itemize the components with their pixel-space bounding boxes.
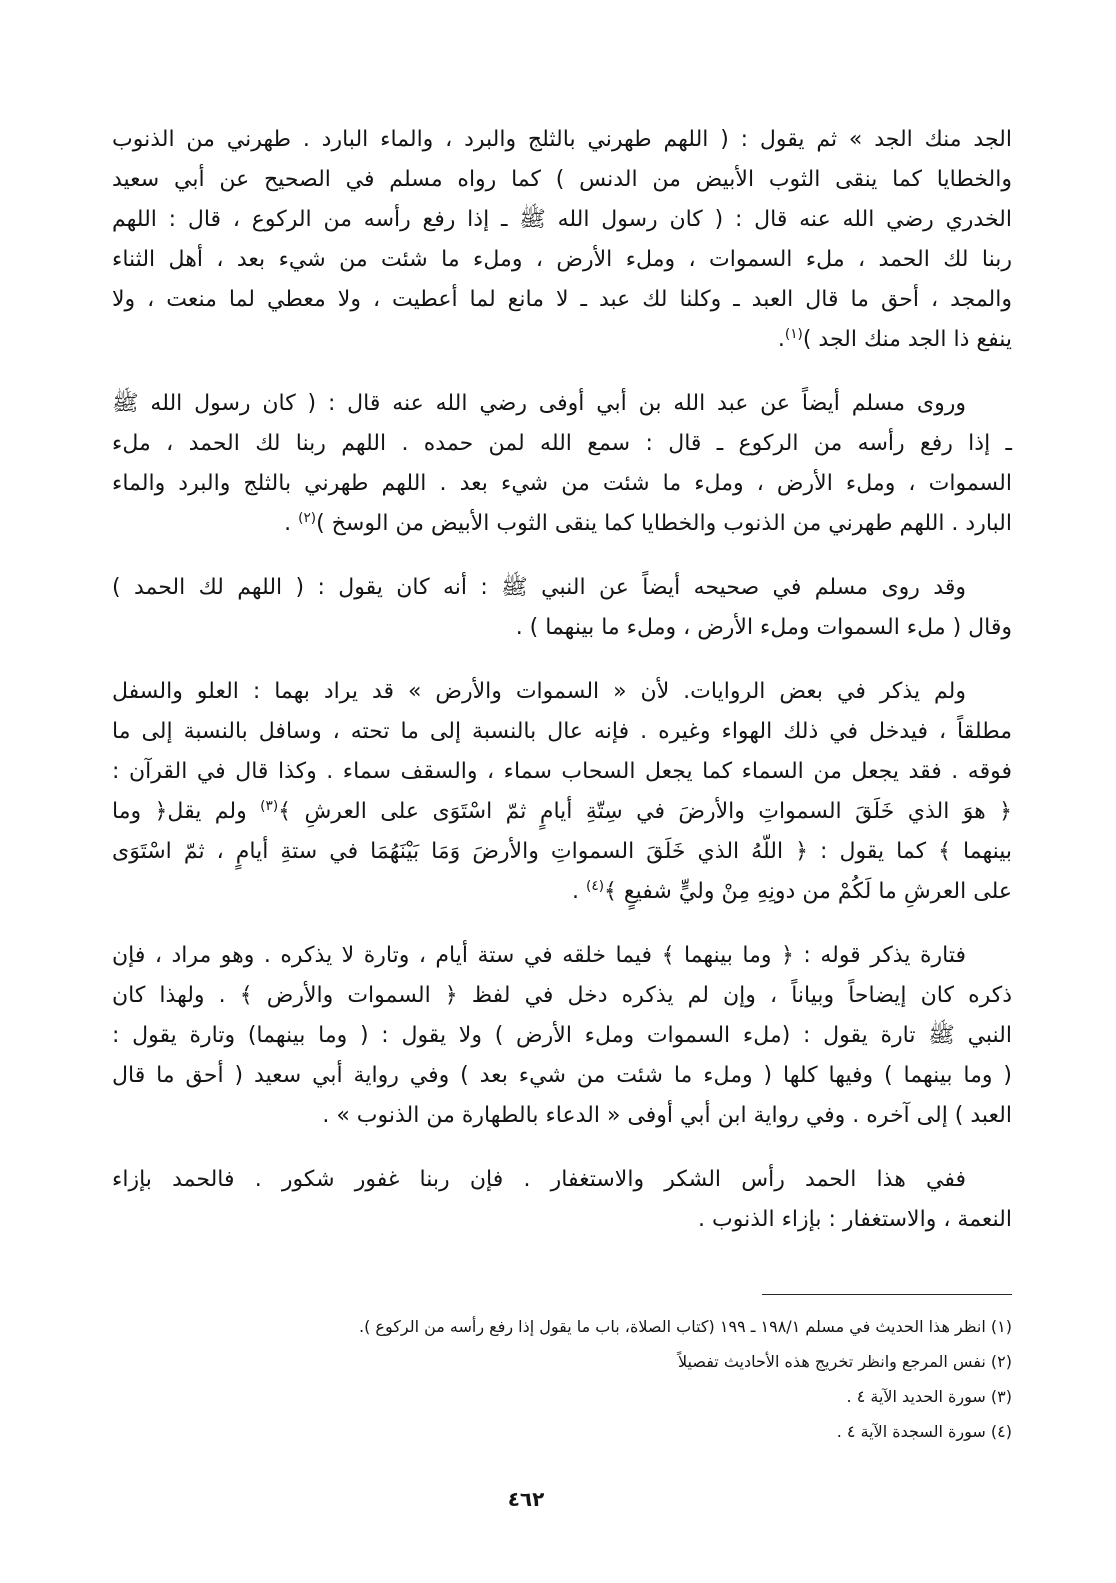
text-line bbox=[112, 120, 1012, 160]
text-segment: بينهما ﴾ كما يقول : ﴿ اللّهُ الذي خَلَقَ السمواتِ والأرضَ وَمَا بَيْنَهُمَا في ستةِ أيامٍ ، ثمّ اسْتَوَى bbox=[112, 839, 1012, 864]
text-segment: ولم يقل﴿ وما bbox=[112, 799, 261, 824]
text-line bbox=[112, 240, 1012, 280]
text-line bbox=[112, 1096, 1012, 1136]
footnote-reference: (٢) bbox=[298, 509, 317, 526]
text-segment: ولم يذكر في بعض الروايات. لأن « السموات والأرض » قد يراد بهما : العلو والسفل bbox=[112, 679, 966, 704]
text-segment: مطلقاً ، فيدخل في ذلك الهواء وغيره . فإنه عال بالنسبة إلى ما تحته ، وسافل بالنسبة إلى ما bbox=[112, 719, 1012, 744]
text-line bbox=[112, 504, 1012, 544]
paragraph bbox=[112, 936, 1012, 1136]
text-line bbox=[112, 424, 1012, 464]
footnotes bbox=[112, 1309, 1012, 1449]
text-line bbox=[112, 1160, 1012, 1200]
paragraph bbox=[112, 568, 1012, 648]
text-line bbox=[112, 1056, 1012, 1096]
main-text bbox=[112, 120, 1012, 1264]
text-segment: الجد منك الجد » ثم يقول : ( اللهم طهرني بالثلج والبرد ، والماء البارد . طهرني من الذنوب bbox=[112, 127, 1012, 152]
text-segment: . bbox=[777, 327, 785, 352]
text-line bbox=[112, 1016, 1012, 1056]
paragraph bbox=[112, 672, 1012, 912]
text-segment: النعمة ، والاستغفار : بإزاء الذنوب . bbox=[698, 1207, 1012, 1232]
text-segment: الخدري رضي الله عنه قال : ( كان رسول الله ﷺ ـ إذا رفع رأسه من الركوع ، قال : اللهم bbox=[112, 207, 1012, 232]
text-line bbox=[112, 200, 1012, 240]
footnote: (١) انظر هذا الحديث في مسلم ١٩٨/١ ـ ١٩٩ (كتاب الصلاة، باب ما يقول إذا رفع رأسه من الركوع ). bbox=[359, 1317, 1012, 1336]
footnote: (٢) نفس المرجع وانظر تخريج هذه الأحاديث تفصيلاً bbox=[677, 1352, 1012, 1371]
text-segment: ﴿ هوَ الذي خَلَقَ السمواتِ والأرضَ في سِتّةِ أيامٍ ثمّ اسْتَوَى على العرشِ ﴾ bbox=[278, 799, 1012, 824]
text-line bbox=[112, 608, 1012, 648]
text-line bbox=[112, 280, 1012, 320]
text-segment: البارد . اللهم طهرني من الذنوب والخطايا كما ينقى الثوب الأبيض من الوسخ ) bbox=[316, 511, 1012, 536]
text-line bbox=[112, 672, 1012, 712]
text-line bbox=[112, 872, 1012, 912]
text-segment: ( وما بينهما ) وفيها كلها ( وملء ما شئت من شيء بعد ) وفي رواية أبي سعيد ( أحق ما قال bbox=[112, 1063, 1012, 1088]
paragraph bbox=[112, 120, 1012, 360]
text-segment: السموات ، وملء الأرض ، وملء ما شئت من شيء بعد . اللهم طهرني بالثلج والبرد والماء bbox=[112, 471, 1012, 496]
text-line bbox=[112, 936, 1012, 976]
text-line bbox=[112, 384, 1012, 424]
text-line bbox=[112, 568, 1012, 608]
paragraph bbox=[112, 384, 1012, 544]
page-number: ٤٦٢ bbox=[507, 1487, 545, 1511]
footnote-reference: (١) bbox=[784, 325, 803, 342]
text-segment: والمجد ، أحق ما قال العبد ـ وكلنا لك عبد ـ لا مانع لما أعطيت ، ولا معطي لما منعت ، ولا bbox=[112, 287, 1012, 312]
text-line bbox=[112, 712, 1012, 752]
text-segment: . bbox=[284, 511, 299, 536]
text-line bbox=[112, 320, 1012, 360]
text-line bbox=[112, 832, 1012, 872]
text-segment: فتارة يذكر قوله : ﴿ وما بينهما ﴾ فيما خلقه في ستة أيام ، وتارة لا يذكره . وهو مراد ، فإن bbox=[112, 943, 966, 968]
footnote: (٣) سورة الحديد الآية ٤ . bbox=[846, 1387, 1012, 1406]
text-line bbox=[112, 1200, 1012, 1240]
text-segment: على العرشِ ما لَكُمْ من دونِهِ مِنْ وليٍّ شفيعٍ ﴾ bbox=[604, 879, 1012, 904]
text-line bbox=[112, 160, 1012, 200]
text-segment: وقال ( ملء السموات وملء الأرض ، وملء ما بينهما ) . bbox=[515, 615, 1012, 640]
paragraph bbox=[112, 1160, 1012, 1240]
text-segment: النبي ﷺ تارة يقول : (ملء السموات وملء الأرض ) ولا يقول : ( وما بينهما) وتارة يقول : bbox=[112, 1023, 1012, 1048]
text-segment: العبد ) إلى آخره . وفي رواية ابن أبي أوفى « الدعاء بالطهارة من الذنوب » . bbox=[322, 1103, 1012, 1128]
text-segment: ذكره كان إيضاحاً وبياناً ، وإن لم يذكره دخل في لفظ ﴿ السموات والأرض ﴾ . ولهذا كان bbox=[112, 983, 1012, 1008]
text-segment: وقد روى مسلم في صحيحه أيضاً عن النبي ﷺ : أنه كان يقول : ( اللهم لك الحمد ) bbox=[112, 575, 966, 600]
footnote: (٤) سورة السجدة الآية ٤ . bbox=[836, 1422, 1012, 1441]
text-line bbox=[112, 792, 1012, 832]
text-segment: . bbox=[572, 879, 587, 904]
text-segment: ربنا لك الحمد ، ملء السموات ، وملء الأرض ، وملء ما شئت من شيء بعد ، أهل الثناء bbox=[112, 247, 1012, 272]
text-segment: ـ إذا رفع رأسه من الركوع ـ قال : سمع الله لمن حمده . اللهم ربنا لك الحمد ، ملء bbox=[112, 431, 1012, 456]
text-line bbox=[112, 976, 1012, 1016]
text-line bbox=[112, 752, 1012, 792]
text-segment: ففي هذا الحمد رأس الشكر والاستغفار . فإن ربنا غفور شكور . فالحمد بإزاء bbox=[112, 1167, 966, 1192]
footnote-reference: (٤) bbox=[586, 877, 605, 894]
text-segment: والخطايا كما ينقى الثوب الأبيض من الدنس ) كما رواه مسلم في الصحيح عن أبي سعيد bbox=[112, 167, 1012, 192]
text-segment: ينفع ذا الجد منك الجد ) bbox=[802, 327, 1012, 352]
text-segment: وروى مسلم أيضاً عن عبد الله بن أبي أوفى رضي الله عنه قال : ( كان رسول الله ﷺ bbox=[112, 391, 966, 416]
text-segment: فوقه . فقد يجعل من السماء كما يجعل السحاب سماء ، والسقف سماء . وكذا قال في القرآن : bbox=[112, 759, 1012, 784]
text-line bbox=[112, 464, 1012, 504]
footnote-reference: (٣) bbox=[260, 797, 279, 814]
footnote-separator bbox=[762, 1294, 1012, 1295]
